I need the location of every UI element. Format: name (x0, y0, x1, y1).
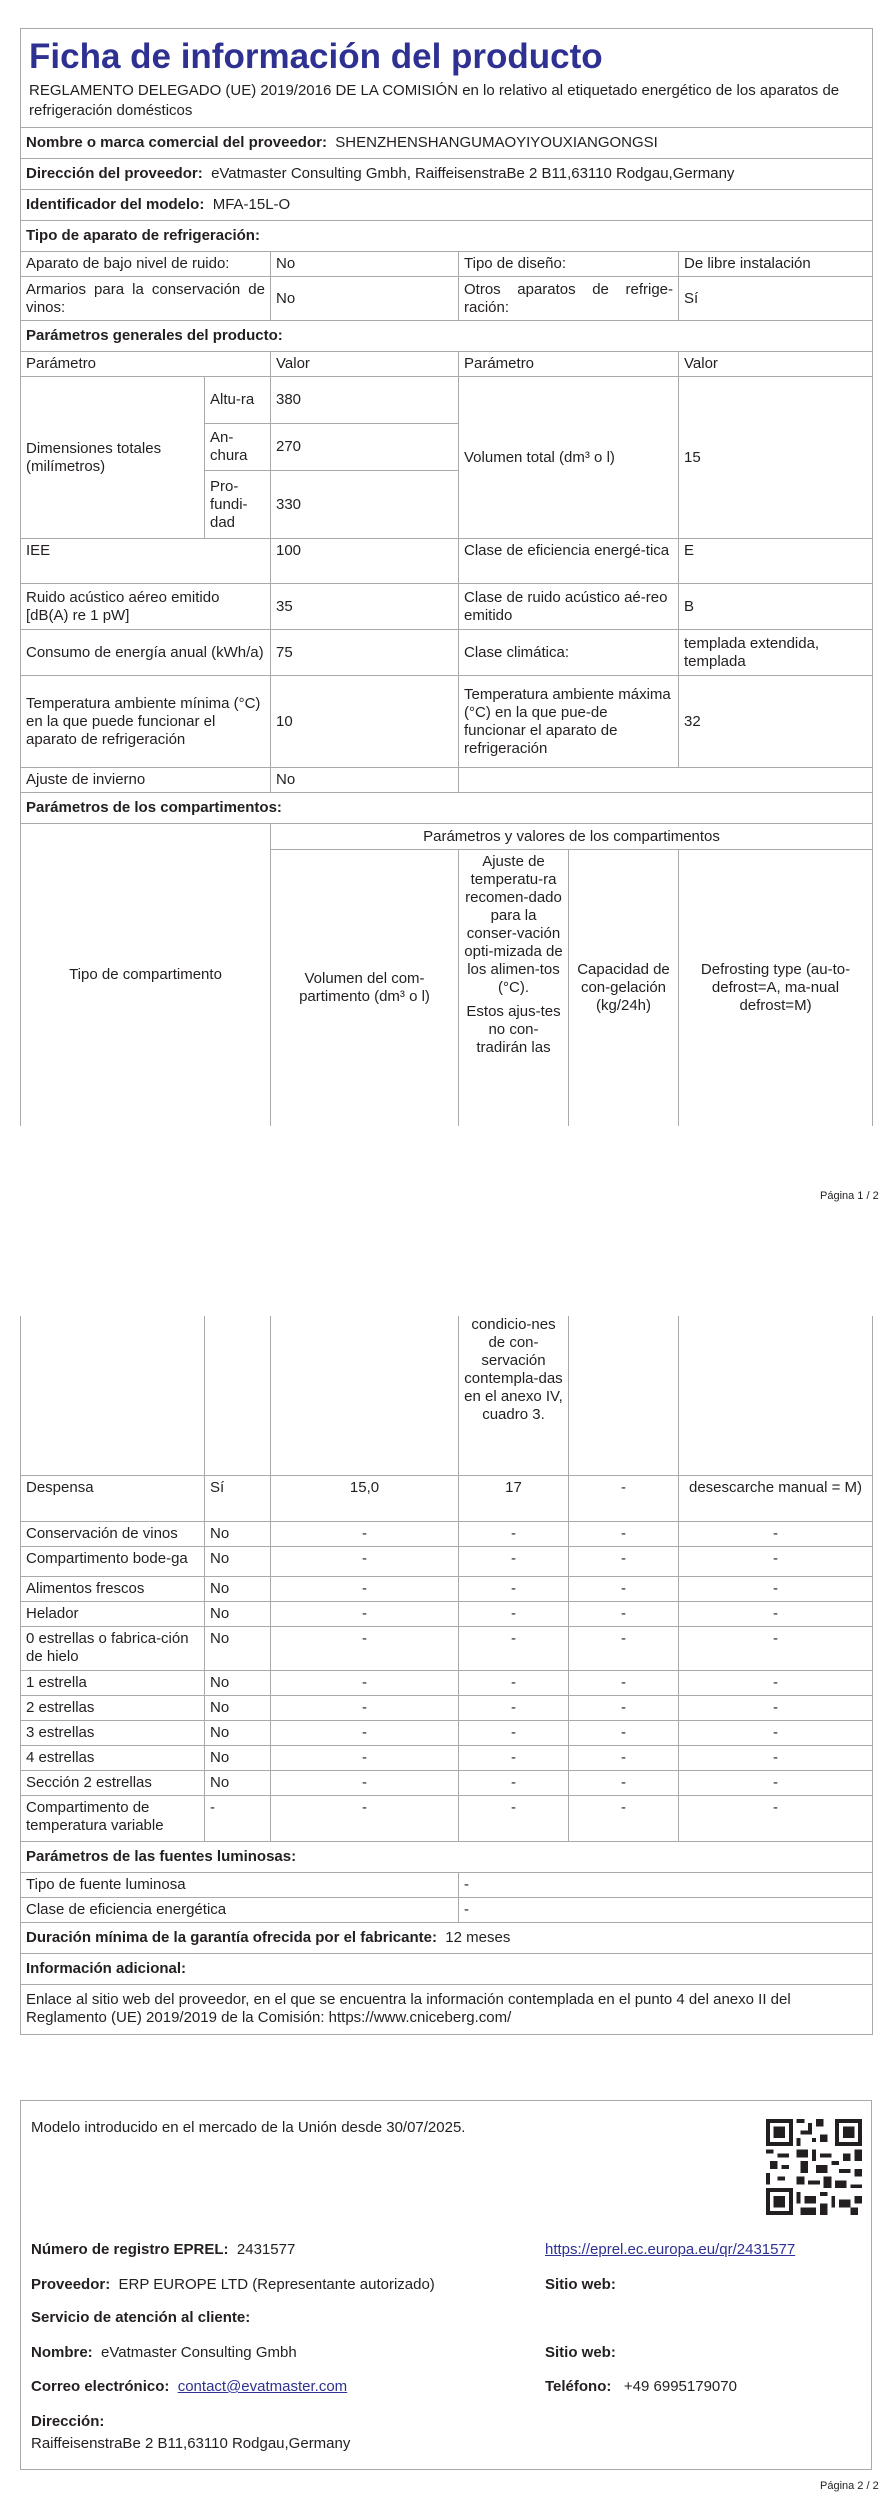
compartment-freeze: - (569, 1670, 679, 1695)
height-label: Altu-ra (205, 377, 271, 424)
table-row (21, 1720, 873, 1745)
page-2 (20, 1316, 872, 2035)
other-appliance-label: Otros aparatos de refrige-ración: (459, 277, 679, 321)
compartment-volume: - (271, 1695, 459, 1720)
email-link[interactable]: contact@evatmaster.com (177, 2378, 348, 2395)
total-volume-label: Volumen total (dm³ o l) (459, 377, 679, 539)
market-date: Modelo introducido en el mercado de la Unión desde 30/07/2025. (31, 2119, 466, 2136)
compartment-defrost: - (679, 1695, 873, 1720)
model-row (21, 190, 873, 221)
height-value: 380 (271, 377, 459, 424)
compartment-freeze: - (569, 1695, 679, 1720)
compartment-defrost: desescarche manual = M) (679, 1475, 873, 1521)
compartment-present: No (205, 1626, 271, 1670)
compartment-volume: - (271, 1626, 459, 1670)
email-row (31, 2378, 347, 2396)
dimensions-label: Dimensiones totales (milímetros) (21, 377, 205, 539)
light-type-label: Tipo de fuente luminosa (21, 1872, 459, 1897)
compartments-heading: Parámetros de los compartimentos: (21, 793, 873, 824)
compartment-temp: - (459, 1521, 569, 1546)
eprel-registration-value: 2431577 (236, 2241, 296, 2258)
address-value: RaiffeisenstraBe 2 B11,63110 Rodgau,Germany (31, 2435, 351, 2452)
compartment-defrost: - (679, 1546, 873, 1576)
recommended-temp-header-cont: condicio-nes de con-servación contempla-das en el anexo IV, cuadro 3. (459, 1316, 569, 1475)
customer-service-label: Servicio de atención al cliente: (31, 2309, 251, 2326)
table-row (21, 1626, 873, 1670)
compartment-volume: - (271, 1576, 459, 1601)
header-cell (21, 29, 873, 128)
compartment-name: Sección 2 estrellas (21, 1770, 205, 1795)
compartment-present: No (205, 1720, 271, 1745)
eprel-registration-label: Número de registro EPREL: (31, 2241, 229, 2258)
table-row (21, 1795, 873, 1841)
provider-row (31, 2276, 435, 2294)
supplier-name-row (21, 128, 873, 159)
compartment-freeze: - (569, 1576, 679, 1601)
provider-website-label: Sitio web: (545, 2276, 616, 2293)
width-label: An-chura (205, 424, 271, 471)
depth-value: 330 (271, 471, 459, 539)
compartment-volume: - (271, 1601, 459, 1626)
service-name-value: eVatmaster Consulting Gmbh (101, 2344, 297, 2361)
additional-info-text: Enlace al sitio web del proveedor, en el que se encuentra la información contemplada en el punto 4 del anexo II del Reglamento (UE) 2019/2019 de la Comisión: https://www.cniceberg.com/ (21, 1984, 873, 2034)
recommended-temp-header (459, 850, 569, 1126)
eprel-registration (31, 2241, 295, 2259)
design-type-label: Tipo de diseño: (459, 252, 679, 277)
compartment-volume: - (271, 1720, 459, 1745)
compartment-defrost: - (679, 1745, 873, 1770)
table-row (21, 1770, 873, 1795)
width-value: 270 (271, 424, 459, 471)
regulation-text: REGLAMENTO DELEGADO (UE) 2019/2016 DE LA COMISIÓN en lo relativo al etiquetado energético de los aparatos de refrigeración domésticos (29, 82, 840, 119)
noise-class-label: Clase de ruido acústico aé-reo emitido (459, 584, 679, 630)
total-volume-value: 15 (679, 377, 873, 539)
defrost-type-header: Defrosting type (au-to-defrost=A, ma-nual defrost=M) (679, 850, 873, 1126)
service-name-row (31, 2344, 297, 2362)
compartment-volume: 15,0 (271, 1475, 459, 1521)
compartment-volume-header: Volumen del com-partimento (dm³ o l) (271, 850, 459, 1126)
col-header-value-2: Valor (679, 352, 873, 377)
compartment-defrost: - (679, 1795, 873, 1841)
compartment-volume: - (271, 1670, 459, 1695)
compartment-name: 1 estrella (21, 1670, 205, 1695)
wine-cabinet-label: Armarios para la conservación de vinos: (21, 277, 271, 321)
eei-label: IEE (21, 539, 271, 584)
compartment-name: Despensa (21, 1475, 205, 1521)
col-header-param-2: Parámetro (459, 352, 679, 377)
table-row (21, 1576, 873, 1601)
page-1 (20, 28, 872, 1126)
compartment-defrost: - (679, 1626, 873, 1670)
page-title: Ficha de información del producto (29, 37, 603, 76)
max-temp-label: Temperatura ambiente máxima (°C) en la que pue-de funcionar el aparato de refrigeración (459, 676, 679, 768)
col-header-value: Valor (271, 352, 459, 377)
table-row (21, 1546, 873, 1576)
general-params-heading: Parámetros generales del producto: (21, 321, 873, 352)
compartment-freeze: - (569, 1475, 679, 1521)
compartment-defrost: - (679, 1601, 873, 1626)
light-type-value: - (459, 1872, 873, 1897)
light-class-label: Clase de eficiencia energética (21, 1897, 459, 1922)
email-label: Correo electrónico: (31, 2378, 170, 2395)
compartment-freeze: - (569, 1795, 679, 1841)
compartment-present: - (205, 1795, 271, 1841)
table-row (21, 1670, 873, 1695)
eei-value: 100 (271, 539, 459, 584)
eprel-link[interactable]: https://eprel.ec.europa.eu/qr/2431577 (545, 2241, 796, 2258)
compartment-present: Sí (205, 1475, 271, 1521)
compartment-temp: - (459, 1626, 569, 1670)
compartment-volume: - (271, 1521, 459, 1546)
compartment-temp: - (459, 1770, 569, 1795)
service-name-label: Nombre: (31, 2344, 93, 2361)
product-info-table-page1 (20, 28, 873, 1126)
page-number-2: Página 2 / 2 (820, 2480, 879, 2492)
compartment-freeze: - (569, 1626, 679, 1670)
compartment-name: Compartimento de temperatura variable (21, 1795, 205, 1841)
compartment-volume: - (271, 1546, 459, 1576)
design-type-value: De libre instalación (679, 252, 873, 277)
compartment-temp: - (459, 1795, 569, 1841)
compartment-type-header: Tipo de compartimento (21, 824, 271, 1126)
compartment-volume: - (271, 1745, 459, 1770)
compartment-present: No (205, 1601, 271, 1626)
supplier-name-value: SHENZHENSHANGUMAOYIYOUXIANGONGSI (335, 134, 658, 151)
compartment-volume: - (271, 1770, 459, 1795)
freezing-capacity-header: Capacidad de con-gelación (kg/24h) (569, 850, 679, 1126)
noise-class-value: B (679, 584, 873, 630)
warranty-label: Duración mínima de la garantía ofrecida por el fabricante: (26, 1928, 437, 1946)
compartment-defrost: - (679, 1670, 873, 1695)
min-temp-value: 10 (271, 676, 459, 768)
service-website-label: Sitio web: (545, 2344, 616, 2361)
wine-cabinet-value: No (271, 277, 459, 321)
compartment-freeze: - (569, 1745, 679, 1770)
compartment-name: 3 estrellas (21, 1720, 205, 1745)
compartment-present: No (205, 1670, 271, 1695)
compartment-defrost: - (679, 1521, 873, 1546)
address-label: Dirección: (31, 2413, 105, 2430)
depth-label: Pro-fundi-dad (205, 471, 271, 539)
compartment-present: No (205, 1745, 271, 1770)
compartment-temp: - (459, 1576, 569, 1601)
climate-class-label: Clase climática: (459, 630, 679, 676)
compartment-temp: - (459, 1546, 569, 1576)
provider-value: ERP EUROPE LTD (Representante autorizado) (118, 2276, 435, 2293)
compartment-present: No (205, 1546, 271, 1576)
empty-cell (459, 768, 873, 793)
winter-label: Ajuste de invierno (21, 768, 271, 793)
page-number-1: Página 1 / 2 (820, 1190, 879, 1202)
winter-value: No (271, 768, 459, 793)
phone-label: Teléfono: (545, 2378, 612, 2395)
compartment-temp: - (459, 1670, 569, 1695)
compartment-temp: 17 (459, 1475, 569, 1521)
model-label: Identificador del modelo: (26, 196, 205, 213)
additional-info-heading: Información adicional: (21, 1953, 873, 1984)
energy-consumption-label: Consumo de energía anual (kWh/a) (21, 630, 271, 676)
compartment-temp: - (459, 1745, 569, 1770)
table-row (21, 1475, 873, 1521)
compartment-defrost: - (679, 1576, 873, 1601)
compartment-temp: - (459, 1601, 569, 1626)
eprel-box (20, 2100, 872, 2470)
compartment-volume: - (271, 1795, 459, 1841)
compartment-freeze: - (569, 1720, 679, 1745)
min-temp-label: Temperatura ambiente mínima (°C) en la que puede funcionar el aparato de refrigeración (21, 676, 271, 768)
compartment-freeze: - (569, 1601, 679, 1626)
compartment-present: No (205, 1576, 271, 1601)
noise-label: Ruido acústico aéreo emitido [dB(A) re 1 pW] (21, 584, 271, 630)
max-temp-value: 32 (679, 676, 873, 768)
phone-row (545, 2378, 737, 2396)
compartment-name: 2 estrellas (21, 1695, 205, 1720)
compartment-present: No (205, 1521, 271, 1546)
compartment-defrost: - (679, 1770, 873, 1795)
energy-class-value: E (679, 539, 873, 584)
compartment-freeze: - (569, 1546, 679, 1576)
low-noise-label: Aparato de bajo nivel de ruido: (21, 252, 271, 277)
energy-consumption-value: 75 (271, 630, 459, 676)
compartment-name: 4 estrellas (21, 1745, 205, 1770)
compartment-freeze: - (569, 1770, 679, 1795)
table-row (21, 1745, 873, 1770)
phone-value: +49 6995179070 (623, 2378, 737, 2395)
provider-label: Proveedor: (31, 2276, 111, 2293)
supplier-address-row (21, 159, 873, 190)
supplier-address-value: eVatmaster Consulting Gmbh, RaiffeisenstraBe 2 B11,63110 Rodgau,Germany (211, 165, 735, 182)
compartment-temp: - (459, 1695, 569, 1720)
compartment-name: Helador (21, 1601, 205, 1626)
appliance-type-heading: Tipo de aparato de refrigeración: (21, 221, 873, 252)
compartment-name: Conservación de vinos (21, 1521, 205, 1546)
compartment-name: 0 estrellas o fabrica-ción de hielo (21, 1626, 205, 1670)
supplier-name-label: Nombre o marca comercial del proveedor: (26, 134, 327, 151)
qr-code-icon (766, 2119, 862, 2215)
climate-class-value: templada extendida, templada (679, 630, 873, 676)
compartment-name: Alimentos frescos (21, 1576, 205, 1601)
recommended-temp-header-text: Ajuste de temperatu-ra recomen-dado para la conser-vación opti-mizada de los alimen-tos (°C). (464, 853, 563, 996)
compartment-group-header: Parámetros y valores de los compartimentos (271, 824, 873, 850)
table-row (21, 1521, 873, 1546)
col-header-param: Parámetro (21, 352, 271, 377)
compartment-name: Compartimento bode-ga (21, 1546, 205, 1576)
light-class-value: - (459, 1897, 873, 1922)
supplier-address-label: Dirección del proveedor: (26, 165, 203, 182)
compartment-freeze: - (569, 1521, 679, 1546)
product-info-table-page2 (20, 1316, 873, 2035)
table-row (21, 1695, 873, 1720)
compartment-defrost: - (679, 1720, 873, 1745)
light-heading: Parámetros de las fuentes luminosas: (21, 1841, 873, 1872)
recommended-temp-header-text-2: Estos ajus-tes no con-tradirán las (466, 1003, 561, 1056)
table-row (21, 1601, 873, 1626)
other-appliance-value: Sí (679, 277, 873, 321)
energy-class-label: Clase de eficiencia energé-tica (459, 539, 679, 584)
warranty-value: 12 meses (445, 1928, 511, 1946)
model-value: MFA-15L-O (212, 196, 291, 213)
compartment-present: No (205, 1770, 271, 1795)
noise-value: 35 (271, 584, 459, 630)
compartment-temp: - (459, 1720, 569, 1745)
low-noise-value: No (271, 252, 459, 277)
warranty-row (21, 1922, 873, 1953)
compartment-present: No (205, 1695, 271, 1720)
